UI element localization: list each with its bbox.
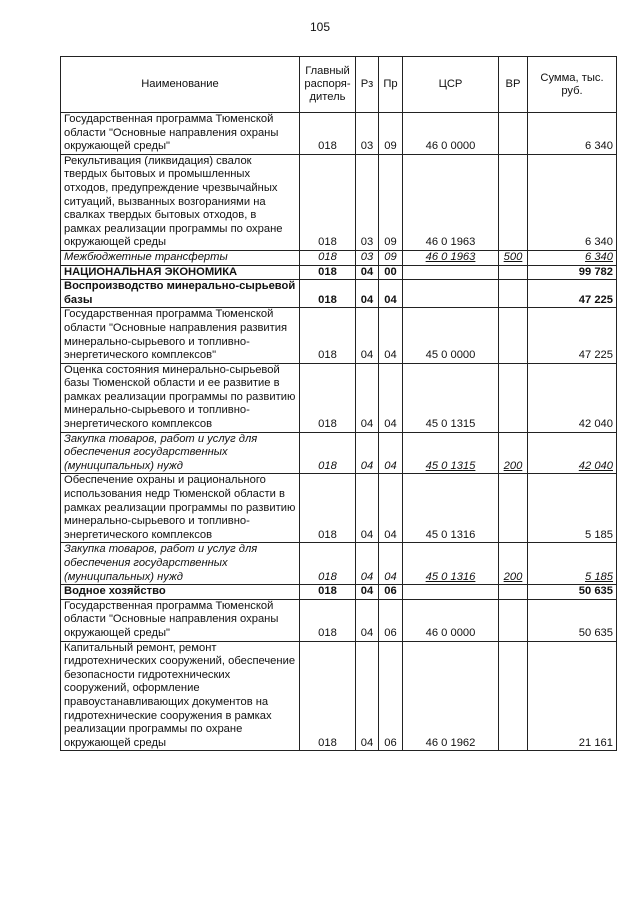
table-cell-rz: 04 [356,308,379,363]
table-row [61,113,617,155]
table-cell-rz: 03 [356,250,379,265]
table-cell-csr: 45 0 1315 [403,363,499,432]
table-cell-admin: 018 [300,280,356,308]
table-cell-vr [499,280,528,308]
table-cell-csr [403,265,499,280]
table-cell-rz: 04 [356,543,379,585]
table-cell-csr [403,280,499,308]
table-cell-vr [499,154,528,250]
table-cell-pr: 04 [379,280,403,308]
table-cell-csr: 46 0 1962 [403,641,499,751]
table-cell-name: Капитальный ремонт, ремонт гидротехнических сооружений, обеспечение безопасности гидротехнических сооружений, оформление правоустанавливающих документов на гидротехнические сооружения в рамках реализации программы по охране окружающей среды [61,641,300,751]
table-cell-admin: 018 [300,113,356,155]
table-cell-vr [499,599,528,641]
table-cell-name: Воспроизводство минерально-сырьевой базы [61,280,300,308]
table-cell-rz: 04 [356,474,379,543]
table-row [61,280,617,308]
table-cell-vr [499,363,528,432]
table-cell-sum: 50 635 [528,585,617,600]
table-cell-vr [499,641,528,751]
table-cell-vr [499,474,528,543]
table-cell-name: Государственная программа Тюменской области "Основные направления охраны окружающей среды" [61,599,300,641]
table-cell-name: Государственная программа Тюменской области "Основные направления развития минерально-сырьевого и топливно-энергетического комплексов" [61,308,300,363]
table-cell-vr [499,265,528,280]
table-cell-pr: 04 [379,474,403,543]
table-row [61,363,617,432]
table-cell-name: Рекультивация (ликвидация) свалок твердых бытовых и промышленных отходов, предупреждение чрезвычайных ситуаций, вызванных возгораниями на свалках твердых бытовых отходов, в рамках реализации программы по охране окружающей среды [61,154,300,250]
table-cell-rz: 04 [356,265,379,280]
table-cell-sum: 5 185 [528,543,617,585]
table-cell-csr: 45 0 0000 [403,308,499,363]
table-cell-name: Закупка товаров, работ и услуг для обеспечения государственных (муниципальных) нужд [61,432,300,474]
table-cell-csr: 46 0 0000 [403,599,499,641]
table-cell-vr [499,585,528,600]
table-cell-admin: 018 [300,543,356,585]
table-cell-vr: 200 [499,543,528,585]
table-cell-name: Закупка товаров, работ и услуг для обеспечения государственных (муниципальных) нужд [61,543,300,585]
table-cell-pr: 00 [379,265,403,280]
table-cell-pr: 09 [379,113,403,155]
table-cell-name: Водное хозяйство [61,585,300,600]
table-cell-sum: 42 040 [528,432,617,474]
table-cell-csr [403,585,499,600]
table-cell-admin: 018 [300,599,356,641]
table-cell-sum: 50 635 [528,599,617,641]
table-cell-sum: 6 340 [528,154,617,250]
table-cell-pr: 06 [379,599,403,641]
header-rz: Рз [356,57,379,113]
header-vr: ВР [499,57,528,113]
table-cell-pr: 09 [379,250,403,265]
table-cell-admin: 018 [300,363,356,432]
table-cell-admin: 018 [300,432,356,474]
table-cell-sum: 6 340 [528,250,617,265]
table-cell-pr: 04 [379,432,403,474]
table-cell-sum: 47 225 [528,280,617,308]
table-cell-name: НАЦИОНАЛЬНАЯ ЭКОНОМИКА [61,265,300,280]
table-row [61,265,617,280]
table-row [61,641,617,751]
table-cell-vr [499,308,528,363]
table-row [61,432,617,474]
table-cell-vr [499,113,528,155]
table-row [61,474,617,543]
header-name: Наименование [61,57,300,113]
table-row [61,585,617,600]
table-cell-pr: 04 [379,308,403,363]
table-cell-csr: 45 0 1316 [403,474,499,543]
header-admin: Главный распоря-дитель [300,57,356,113]
table-row [61,250,617,265]
table-cell-sum: 6 340 [528,113,617,155]
table-cell-name: Оценка состояния минерально-сырьевой базы Тюменской области и ее развитие в рамках реализации программы по развитию минерально-сырьевого и топливно-энергетического комплексов [61,363,300,432]
budget-table [60,56,617,751]
table-cell-sum: 47 225 [528,308,617,363]
table-cell-rz: 04 [356,432,379,474]
table-cell-csr: 46 0 1963 [403,154,499,250]
header-csr: ЦСР [403,57,499,113]
table-row [61,308,617,363]
table-cell-pr: 04 [379,543,403,585]
table-cell-sum: 99 782 [528,265,617,280]
table-cell-rz: 04 [356,585,379,600]
table-cell-vr: 500 [499,250,528,265]
table-cell-sum: 42 040 [528,363,617,432]
table-cell-csr: 46 0 1963 [403,250,499,265]
table-cell-pr: 06 [379,641,403,751]
table-cell-rz: 04 [356,280,379,308]
table-row [61,543,617,585]
table-cell-rz: 03 [356,113,379,155]
table-header-row [61,57,617,113]
table-cell-admin: 018 [300,154,356,250]
table-cell-rz: 04 [356,363,379,432]
table-cell-rz: 04 [356,641,379,751]
page-number: 105 [309,20,331,34]
table-cell-pr: 09 [379,154,403,250]
table-cell-sum: 5 185 [528,474,617,543]
table-cell-csr: 45 0 1315 [403,432,499,474]
table-cell-name: Межбюджетные трансферты [61,250,300,265]
table-cell-csr: 46 0 0000 [403,113,499,155]
table-cell-name: Государственная программа Тюменской области "Основные направления охраны окружающей среды" [61,113,300,155]
table-cell-admin: 018 [300,308,356,363]
header-pr: Пр [379,57,403,113]
table-cell-csr: 45 0 1316 [403,543,499,585]
table-cell-rz: 03 [356,154,379,250]
table-cell-admin: 018 [300,250,356,265]
table-cell-vr: 200 [499,432,528,474]
table-cell-admin: 018 [300,641,356,751]
table-cell-admin: 018 [300,265,356,280]
table-cell-pr: 04 [379,363,403,432]
table-row [61,599,617,641]
table-cell-name: Обеспечение охраны и рационального использования недр Тюменской области в рамках реализации программы по развитию минерально-сырьевого и топливно-энергетического комплексов [61,474,300,543]
table-cell-pr: 06 [379,585,403,600]
table-cell-sum: 21 161 [528,641,617,751]
table-cell-admin: 018 [300,585,356,600]
table-cell-admin: 018 [300,474,356,543]
table-row [61,154,617,250]
header-sum: Сумма, тыс. руб. [528,57,617,113]
table-cell-rz: 04 [356,599,379,641]
